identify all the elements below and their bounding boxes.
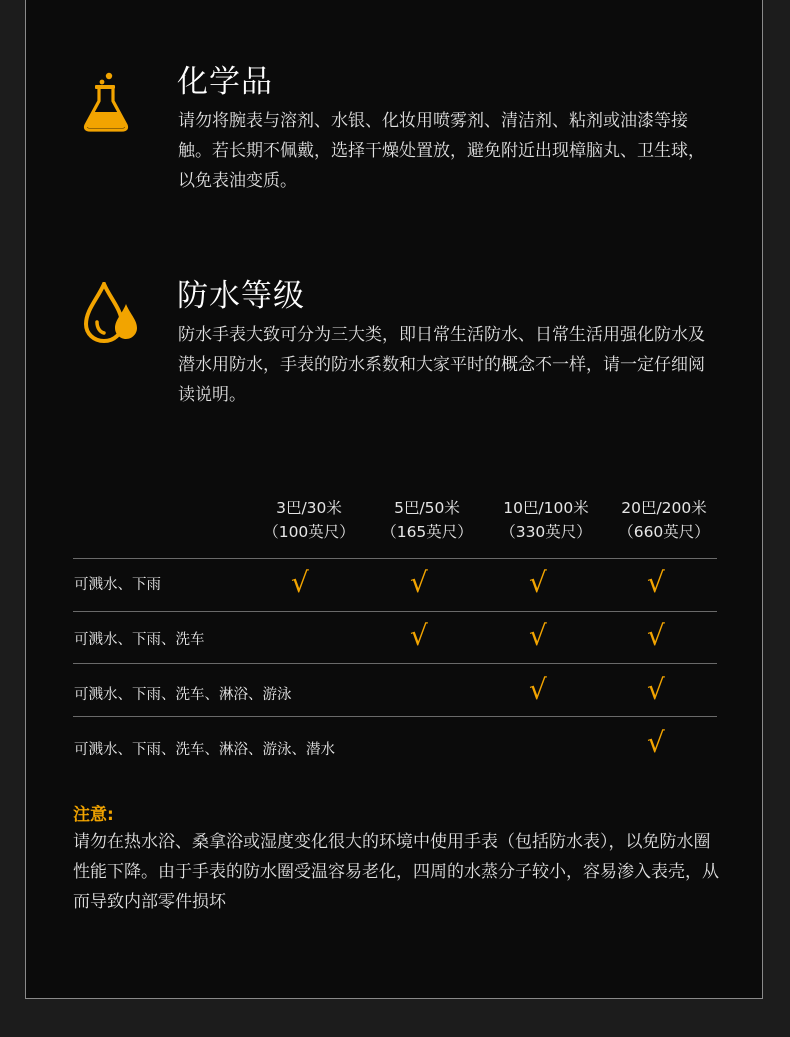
check-mark-icon: √ bbox=[529, 566, 547, 599]
check-mark-icon: √ bbox=[529, 619, 547, 652]
column-header-20bar: 20巴/200米 （660英尺） bbox=[618, 499, 710, 541]
note-body: 请勿在热水浴、桑拿浴或湿度变化很大的环境中使用手表（包括防水表），以免防水圈性能下降。由于手表的防水圈受温容易老化，四周的水蒸分子较小，容易渗入表壳，从而导致内部零件损坏 bbox=[73, 832, 719, 912]
flask-icon bbox=[80, 70, 132, 134]
check-mark-icon: √ bbox=[291, 566, 309, 599]
column-header-3bar: 3巴/30米 （100英尺） bbox=[263, 499, 355, 541]
note-title: 注意: bbox=[73, 805, 114, 825]
check-mark-icon: √ bbox=[410, 566, 428, 599]
table-divider bbox=[73, 716, 717, 717]
table-row-label: 可溅水、下雨 bbox=[74, 577, 161, 593]
table-row-label: 可溅水、下雨、洗车 bbox=[74, 632, 205, 648]
check-mark-icon: √ bbox=[529, 673, 547, 706]
table-divider bbox=[73, 558, 717, 559]
section-body-chemicals: 请勿将腕表与溶剂、水银、化妆用喷雾剂、清洁剂、粘剂或油漆等接触。若长期不佩戴，选择干燥处置放，避免附近出现樟脑丸、卫生球，以免表油变质。 bbox=[178, 111, 705, 191]
check-mark-icon: √ bbox=[647, 566, 665, 599]
column-header-5bar: 5巴/50米 （165英尺） bbox=[381, 499, 473, 541]
table-row-label: 可溅水、下雨、洗车、淋浴、游泳 bbox=[74, 687, 292, 703]
check-mark-icon: √ bbox=[410, 619, 428, 652]
water-drops-icon bbox=[82, 282, 142, 344]
column-header-10bar: 10巴/100米 （330英尺） bbox=[500, 499, 592, 541]
section-title-water-resistance: 防水等级 bbox=[177, 278, 305, 314]
check-mark-icon: √ bbox=[647, 726, 665, 759]
table-divider bbox=[73, 611, 717, 612]
check-mark-icon: √ bbox=[647, 619, 665, 652]
section-body-water-resistance: 防水手表大致可分为三大类，即日常生活防水、日常生活用强化防水及潜水用防水，手表的防水系数和大家平时的概念不一样，请一定仔细阅读说明。 bbox=[178, 325, 705, 405]
check-mark-icon: √ bbox=[647, 673, 665, 706]
table-row-label: 可溅水、下雨、洗车、淋浴、游泳、潜水 bbox=[74, 742, 335, 758]
section-title-chemicals: 化学品 bbox=[177, 64, 273, 100]
table-divider bbox=[73, 663, 717, 664]
